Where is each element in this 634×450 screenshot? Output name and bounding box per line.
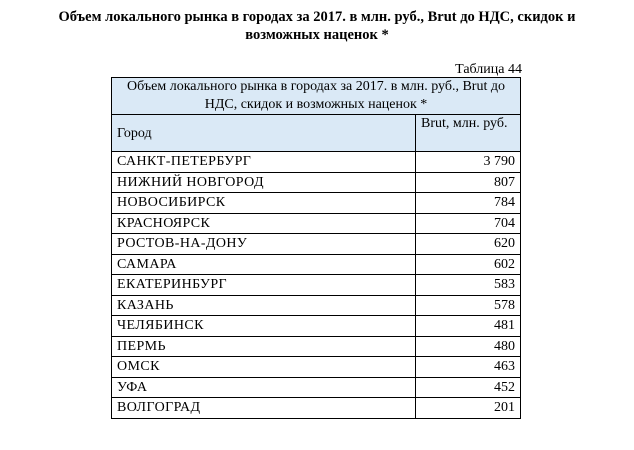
table-row: [112, 316, 521, 337]
value-cell: 807: [416, 172, 521, 193]
table-caption: Объем локального рынка в городах за 2017. в млн. руб., Brut до НДС, скидок и возможных наценок *: [112, 78, 521, 115]
city-cell: КАЗАНЬ: [112, 295, 416, 316]
city-cell: ЧЕЛЯБИНСК: [112, 316, 416, 337]
table-row: [112, 377, 521, 398]
column-header-city: Город: [112, 115, 416, 152]
table-row: [112, 234, 521, 255]
table-row: [112, 336, 521, 357]
table-caption-row: [112, 78, 521, 115]
value-cell: 201: [416, 398, 521, 419]
value-cell: 481: [416, 316, 521, 337]
city-cell: ПЕРМЬ: [112, 336, 416, 357]
column-header-brut: Brut, млн. руб.: [416, 115, 521, 152]
value-cell: 784: [416, 193, 521, 214]
document-title-line-2: возможных наценок *: [245, 27, 389, 43]
value-cell: 583: [416, 275, 521, 296]
table-row: [112, 172, 521, 193]
value-cell: 620: [416, 234, 521, 255]
table-row: [112, 193, 521, 214]
table-header-row: [112, 115, 521, 152]
value-cell: 480: [416, 336, 521, 357]
city-cell: ЕКАТЕРИНБУРГ: [112, 275, 416, 296]
city-cell: САМАРА: [112, 254, 416, 275]
table-row: [112, 254, 521, 275]
table-row: [112, 152, 521, 173]
value-cell: 463: [416, 357, 521, 378]
table-row: [112, 357, 521, 378]
city-cell: РОСТОВ-НА-ДОНУ: [112, 234, 416, 255]
value-cell: 452: [416, 377, 521, 398]
document-title-line-1: Объем локального рынка в городах за 2017. в млн. руб., Brut до НДС, скидок и: [58, 9, 576, 25]
value-cell: 3 790: [416, 152, 521, 173]
city-cell: САНКТ-ПЕТЕРБУРГ: [112, 152, 416, 173]
city-cell: УФА: [112, 377, 416, 398]
city-cell: НИЖНИЙ НОВГОРОД: [112, 172, 416, 193]
city-cell: ВОЛГОГРАД: [112, 398, 416, 419]
value-cell: 704: [416, 213, 521, 234]
table-number: Таблица 44: [455, 62, 522, 77]
value-cell: 602: [416, 254, 521, 275]
market-volume-table: [111, 77, 521, 419]
city-cell: НОВОСИБИРСК: [112, 193, 416, 214]
document-title: [0, 8, 634, 44]
table-row: [112, 275, 521, 296]
value-cell: 578: [416, 295, 521, 316]
city-cell: ОМСК: [112, 357, 416, 378]
city-cell: КРАСНОЯРСК: [112, 213, 416, 234]
table-row: [112, 398, 521, 419]
table-row: [112, 295, 521, 316]
table-row: [112, 213, 521, 234]
